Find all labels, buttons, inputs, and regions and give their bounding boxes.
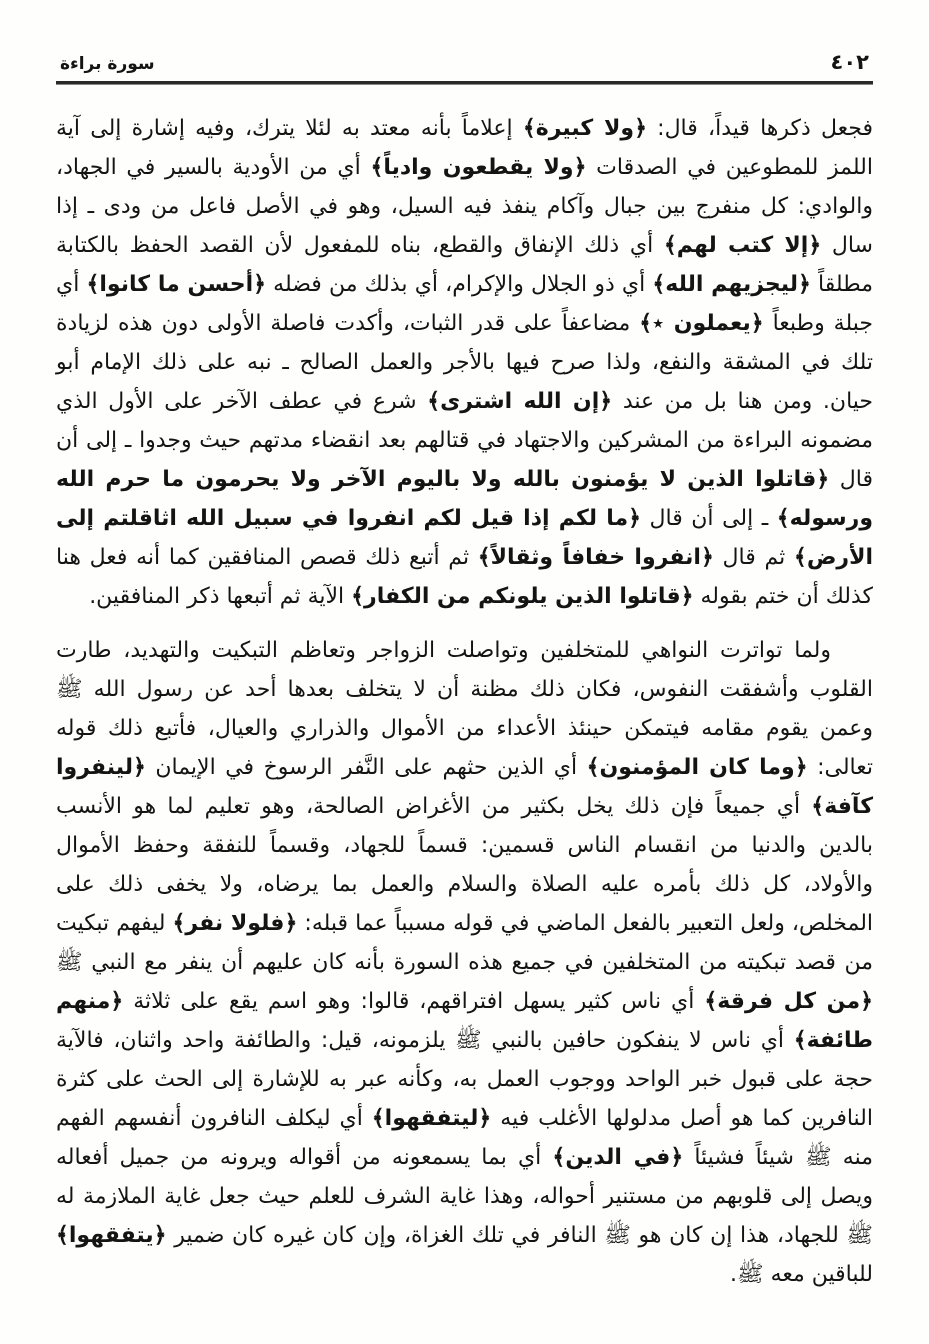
quran-quote: ﴿أحسن ما كانوا﴾ bbox=[86, 272, 266, 297]
quran-quote: ﴿فلولا نفر﴾ bbox=[172, 911, 298, 936]
quran-quote: ﴿ما لكم إذا قيل لكم انفروا في سبيل الله اثاقلتم إلى الأرض﴾ bbox=[56, 506, 873, 570]
body-text: للباقين معه ﷺ. bbox=[730, 1262, 873, 1287]
body-paragraph bbox=[56, 109, 873, 616]
quran-quote: ﴿قاتلوا الذين يلونكم من الكفار﴾ bbox=[351, 584, 694, 609]
quran-quote: ﴿وما كان المؤمنون﴾ bbox=[586, 755, 808, 780]
quran-quote: ﴿إن الله اشترى﴾ bbox=[427, 389, 613, 414]
body-text: ـ إلى أن قال bbox=[641, 506, 777, 531]
body-text: إعلاماً بأنه معتد به لئلا يترك، وفيه إشارة إلى آية اللمز للمطوعين في الصدقات bbox=[56, 116, 873, 180]
body-text: أي ذو الجلال والإكرام، أي بذلك من فضله bbox=[266, 272, 653, 297]
body-text: ثم قال bbox=[713, 545, 794, 570]
quran-quote: ﴿ولا يقطعون وادياً﴾ bbox=[370, 155, 587, 180]
body-text: مضاعفاً على قدر الثبات، وأكدت فاصلة الأولى دون هذه لزيادة تلك في المشقة والنفع، ولذا صرح فيها بالأجر والعمل الصالح ـ نبه على ذلك الإمام أبو حيان. ومن هنا بل من عند bbox=[56, 311, 874, 414]
quran-quote: ﴿في الدين﴾ bbox=[552, 1145, 684, 1170]
body-text: أي ناس كثير يسهل افتراقهم، قالوا: وهو اسم يقع على ثلاثة bbox=[123, 989, 705, 1014]
body-text: أي بما يسمعونه من أقواله ويرونه من جميل أفعاله ويصل إلى قلوبهم من مستنير أحواله، وهذا غاية الشرف للعلم حيث جعل غاية الملازمة له ﷺ للجهاد، هذا إن كان هو ﷺ النافر في تلك الغزاة، وإن كان غيره كان ضمير bbox=[56, 1145, 873, 1248]
page-number: ٤٠٢ bbox=[830, 50, 869, 74]
page-header bbox=[56, 50, 873, 74]
body-text: أي ليكلف النافرون أنفسهم الفهم منه ﷺ شيئاً فشيئاً bbox=[56, 1106, 874, 1170]
section-title: سورة براءة bbox=[60, 54, 155, 74]
body-text: أي ناس لا ينفكون حافين بالنبي ﷺ يلزمونه، قيل: والطائفة واحد واثنان، فالآية حجة على قبول خبر الواحد ووجوب العمل به، وكأنه عبر به للإشارة إلى الحث على كثرة النافرين كما هو أصل مدلولها الأغلب فيه bbox=[56, 1028, 873, 1131]
quran-quote: ﴿يعملون ٭﴾ bbox=[639, 311, 764, 336]
body-text: ولما تواترت النواهي للمتخلفين وتواصلت الزواجر وتعاظم التبكيت والتهديد، طارت القلوب وأشفقت النفوس، فكان ذلك مظنة أن لا يتخلف بعدها أحد عن رسول الله ﷺ وعمن يقوم مقامه فيتمكن حينئذ الأعداء من الأموال والذراري والعيال، فأتبع ذلك قوله تعالى: bbox=[56, 638, 873, 780]
quran-quote: ﴿ليجزيهم الله﴾ bbox=[652, 272, 811, 297]
body-text: شرع في عطف الآخر على الأول الذي مضمونه البراءة من المشركين والاجتهاد في قتالهم بعد انقضاء مدتهم حيث وجدوا ـ إلى أن قال bbox=[56, 389, 873, 492]
quran-quote: ﴿ولا كبيرة﴾ bbox=[522, 116, 647, 141]
body-text: الآية ثم أتبعها ذكر المنافقين. bbox=[89, 584, 352, 609]
body-text: فجعل ذكرها قيداً، قال: bbox=[646, 116, 873, 141]
quran-quote: ﴿من كل فرقة﴾ bbox=[704, 989, 873, 1014]
body-text: أي جبلة وطبعاً bbox=[56, 272, 873, 336]
quran-quote: ﴿يتفقهوا﴾ bbox=[56, 1223, 167, 1248]
quran-quote: ﴿لينفروا كآفة﴾ bbox=[56, 755, 873, 819]
quran-quote: ﴿ليتفقهوا﴾ bbox=[371, 1106, 492, 1131]
body-text: ثم أتبع ذلك قصص المنافقين كما أنه فعل هنا كذلك أن ختم بقوله bbox=[56, 545, 873, 609]
body-text: أي ذلك الإنفاق والقطع، بناه للمفعول لأن القصد الحفظ بالكتابة مطلقاً bbox=[56, 233, 873, 297]
page-body bbox=[56, 109, 873, 1294]
quran-quote: ﴿منهم طائفة﴾ bbox=[56, 989, 873, 1053]
quran-quote: ﴿إلا كتب لهم﴾ bbox=[663, 233, 822, 258]
quran-quote: ﴿انفروا خفافاً وثقالاً﴾ bbox=[477, 545, 714, 570]
body-paragraph bbox=[56, 631, 873, 1294]
body-text: أي جميعاً فإن ذلك يخل بكثير من الأغراض الصالحة، وهو تعليم لما هو الأنسب بالدين والدنيا من انقسام الناس قسمين: قسماً للجهاد، وقسماً للنفقة وحفظ الأموال والأولاد، كل ذلك بأمره عليه الصلاة والسلام والعمل بما يرضاه، ولا يخفى ذلك على المخلص، ولعل التعبير بالفعل الماضي في قوله مسبباً عما قبله: bbox=[56, 794, 874, 936]
body-text: أي الذين حثهم على النَّفر الرسوخ في الإيمان bbox=[145, 755, 587, 780]
body-text: أي من الأودية بالسير في الجهاد، والوادي: كل منفرج بين جبال وآكام ينفذ فيه السيل، وهو في الأصل فاعل من ودى ـ إذا سال bbox=[56, 155, 873, 258]
body-text: ليفهم تبكيت من قصد تبكيته من المتخلفين في جميع هذه السورة بأنه كان عليهم أن ينفر مع النبي ﷺ bbox=[56, 911, 873, 975]
quran-quote: ﴿قاتلوا الذين لا يؤمنون بالله ولا باليوم الآخر ولا يحرمون ما حرم الله ورسوله﴾ bbox=[56, 467, 873, 531]
header-rule bbox=[56, 81, 873, 85]
